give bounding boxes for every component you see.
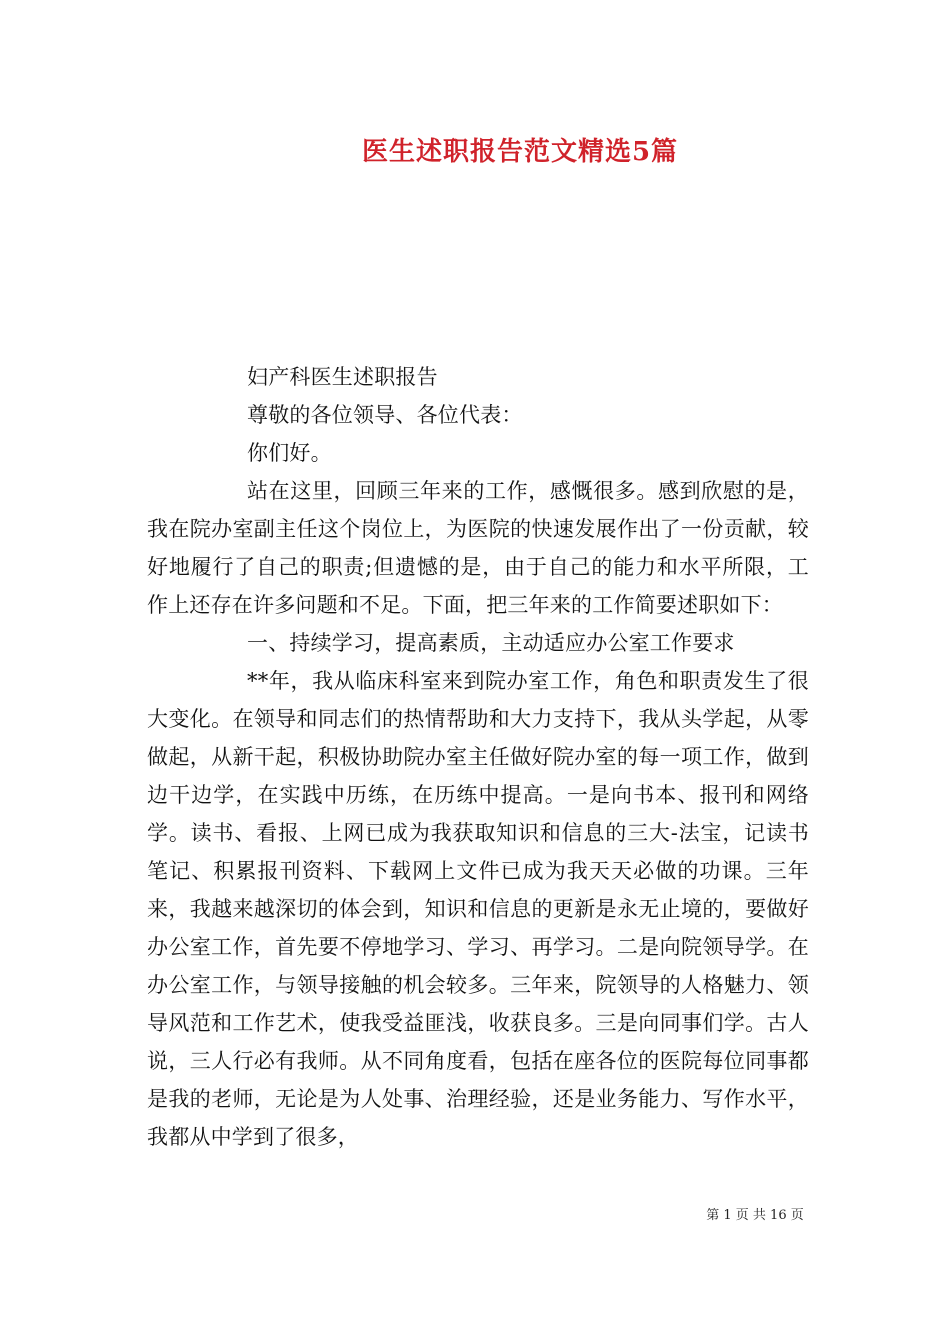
page-number: 第 1 页 共 16 页 [706, 1208, 804, 1223]
greeting: 你们好。 [247, 441, 332, 465]
document-body [147, 358, 809, 1156]
body-paragraph: **年，我从临床科室来到院办室工作，角色和职责发生了很大变化。在领导和同志们的热情帮助和大力支持下，我从头学起，从零做起，从新干起，积极协助院办室主任做好院办室的每一项工作，做到边干边学，在实践中历练，在历练中提高。一是向书本、报刊和网络学。读书、看报、上网已成为我获取知识和信息的三大-法宝，记读书笔记、积累报刊资料、下载网上文件已成为我天天必做的功课。三年来，我越来越深切的体会到，知识和信息的更新是永无止境的，要做好办公室工作，首先要不停地学习、学习、再学习。二是向院领导学。在办公室工作，与领导接触的机会较多。三年来，院领导的人格魅力、领导风范和工作艺术，使我受益匪浅，收获良多。三是向同事们学。古人说，三人行必有我师。从不同角度看，包括在座各位的医院每位同事都是我的老师，无论是为人处事、治理经验，还是业务能力、写作水平，我都从中学到了很多， [147, 669, 809, 1149]
salutation: 尊敬的各位领导、各位代表： [247, 403, 523, 427]
subsection-heading: 一、持续学习，提高素质，主动适应办公室工作要求 [247, 631, 735, 655]
section-heading: 妇产科医生述职报告 [247, 365, 438, 389]
body-paragraph: 站在这里，回顾三年来的工作，感慨很多。感到欣慰的是，我在院办室副主任这个岗位上，为医院的快速发展作出了一份贡献，较好地履行了自己的职责;但遗憾的是，由于自己的能力和水平所限，工作上还存在许多问题和不足。下面，把三年来的工作简要述职如下： [147, 479, 809, 617]
document-title: 医生述职报告范文精选5篇 [361, 137, 679, 167]
